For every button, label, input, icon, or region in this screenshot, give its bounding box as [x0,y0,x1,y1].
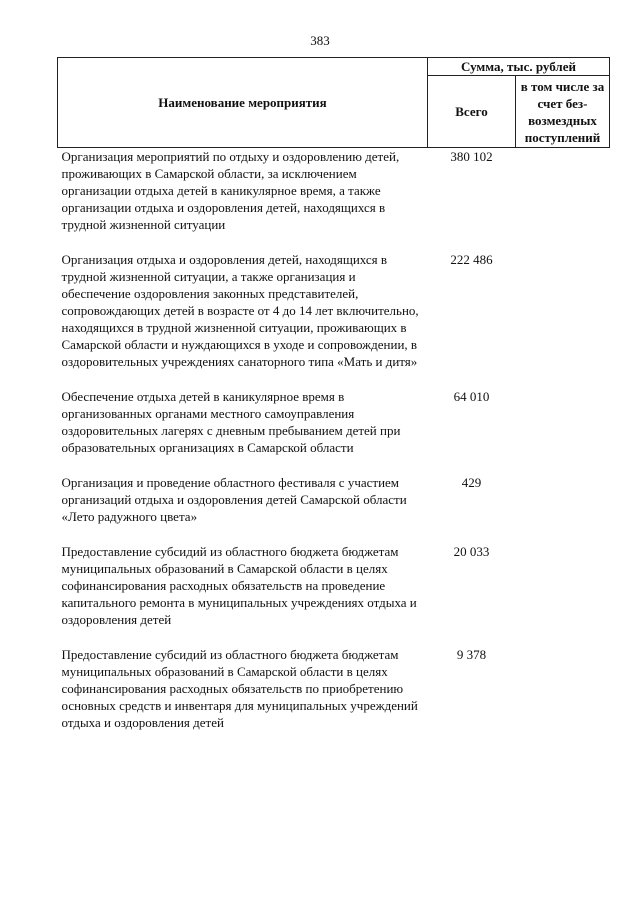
table-row [58,646,610,749]
header-total: Всего [428,76,516,148]
row-event-name: Организация и проведение областного фестиваля с участием организаций отдыха и оздоровления детей Самарской области «Лето радужного цвета» [61,475,407,524]
page-number: 383 [310,33,330,48]
row-free-receipts [516,474,610,543]
row-free-receipts [516,251,610,388]
header-free-receipts: в том числе за счет без-возмездных поступлений [516,76,610,148]
row-free-receipts [516,388,610,474]
row-total: 20 033 [453,544,490,559]
header-sum: Сумма, тыс. рублей [428,58,610,76]
row-total: 64 010 [453,389,490,404]
table-row [58,474,610,543]
row-total: 380 102 [450,149,493,164]
row-total: 9 378 [456,647,487,662]
budget-table [57,57,610,749]
header-event-name: Наименование мероприятия [58,58,428,148]
row-event-name: Предоставление субсидий из областного бюджета бюджетам муниципальных образований в Самарской области в целях софинансирования расходных обязательств по приобретению основных средств и инвентаря для муниципальных учреждений отдыха и оздоровления детей [61,647,418,730]
row-event-name: Организация мероприятий по отдыху и оздоровлению детей, проживающих в Самарской области, за исключением организации отдыха детей в каникулярное время, а также организации отдыха и оздоровления детей, находящихся в трудной жизненной ситуации [61,149,400,232]
table-body [58,148,610,750]
row-event-name: Организация отдыха и оздоровления детей, находящихся в трудной жизненной ситуации, а также организация и обеспечение оздоровления законных представителей, сопровождающих детей в возрасте от 4 до 14 лет включительно, находящихся в трудной жизненной ситуации, проживающих в Самарской области и нуждающихся в уходе и сопровождении, в оздоровительных учреждениях санаторного типа «Мать и дитя» [61,252,419,369]
row-total: 429 [461,475,482,490]
row-event-name: Предоставление субсидий из областного бюджета бюджетам муниципальных образований в Самарской области в целях софинансирования расходных обязательств на проведение капитального ремонта в муниципальных учреждениях отдыха и оздоровления детей [61,544,417,627]
row-event-name: Обеспечение отдыха детей в каникулярное время в организованных органами местного самоуправления оздоровительных лагерях с дневным пребыванием детей при образовательных организациях в Самарской области [61,389,401,455]
row-free-receipts [516,646,610,749]
table-row [58,148,610,252]
row-total: 222 486 [450,252,493,267]
table-header [58,58,610,148]
table-row [58,388,610,474]
table-row [58,543,610,646]
table-row [58,251,610,388]
row-free-receipts [516,148,610,252]
row-free-receipts [516,543,610,646]
